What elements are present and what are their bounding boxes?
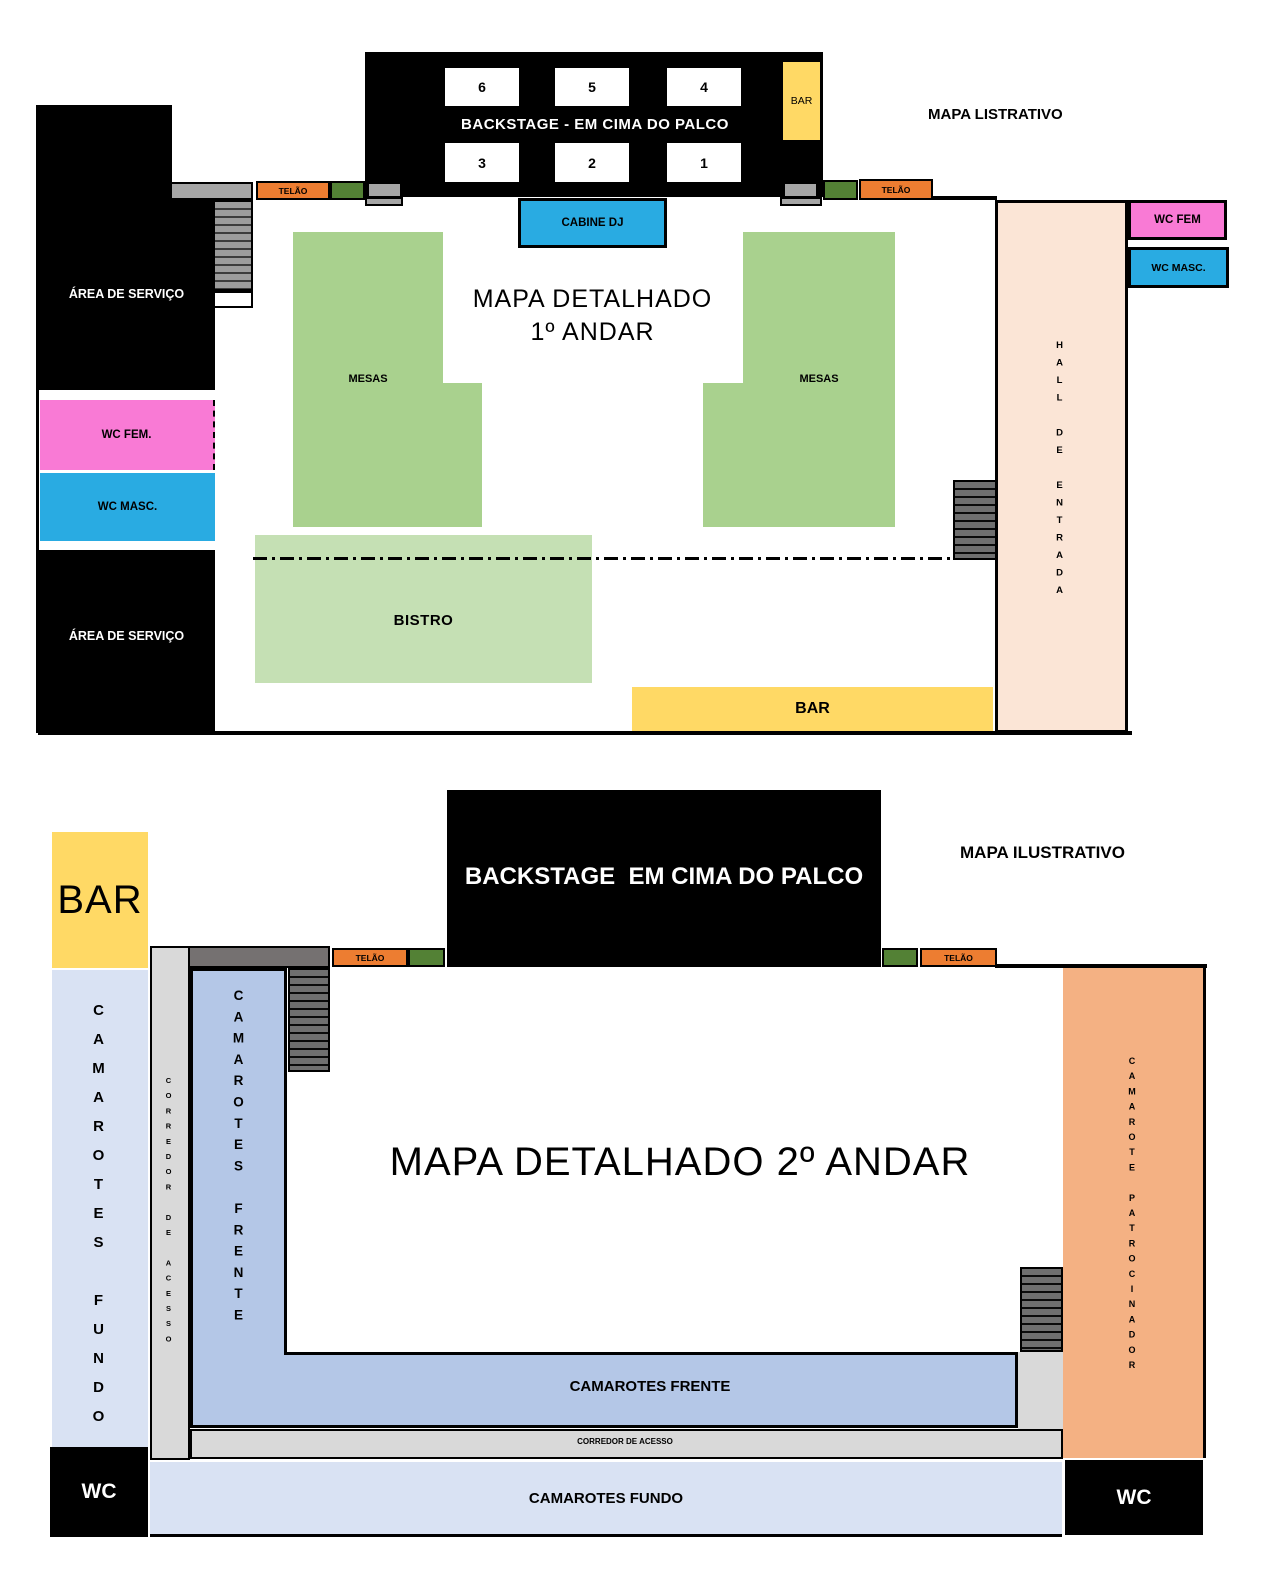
stairs [1020, 1267, 1063, 1352]
divider-line [253, 557, 997, 560]
corredor-band-label: CORREDOR DE ACESSO [577, 1437, 673, 1446]
corredor-acesso-left-label: CORREDOR DE ACESSO [164, 1076, 173, 1350]
map1-title-line2: 1º ANDAR [530, 318, 655, 346]
stage-booth: 2 [555, 143, 629, 182]
bottom-wall [38, 731, 1132, 735]
map2-title: MAPA DETALHADO 2º ANDAR [389, 1140, 971, 1184]
map1-title [430, 283, 755, 349]
telao-left: TELÃO [256, 181, 330, 200]
map1-stage-bar: BAR [783, 62, 820, 140]
stage-platform [188, 946, 330, 968]
stage-step-left-base [365, 197, 403, 206]
camarotes-frente-left-label: CAMAROTES FRENTE [231, 988, 246, 1329]
stage-step-left [367, 182, 402, 198]
wc-right-map2: WC [1065, 1460, 1203, 1535]
mesas-left-label: MESAS [348, 373, 388, 385]
map1-bar: BAR [632, 687, 993, 731]
camarotes-frente-band-join [193, 1352, 284, 1358]
area-servico-top [38, 105, 172, 390]
telao-left-map2: TELÃO [332, 948, 408, 967]
wc-fem-left: WC FEM. [40, 400, 215, 470]
stage-booth: 6 [445, 68, 519, 106]
stage-booth: 4 [667, 68, 741, 106]
stairs [953, 480, 997, 560]
camarotes-frente-band-label: CAMAROTES FRENTE [569, 1378, 731, 1395]
speaker-right-map2 [882, 948, 918, 967]
map1-stage-label: BACKSTAGE - EM CIMA DO PALCO [461, 115, 729, 133]
wc-left-map2: WC [50, 1447, 148, 1537]
map2-stage-label: BACKSTAGE EM CIMA DO PALCO [464, 863, 864, 890]
mesas-right-label: MESAS [799, 373, 839, 385]
stairs-landing [213, 291, 253, 308]
map2-bar: BAR [52, 832, 148, 968]
speaker-left [330, 181, 365, 200]
telao-right-map2: TELÃO [920, 948, 997, 967]
stage-booth: 3 [445, 143, 519, 182]
stage-step-right-base [780, 197, 822, 206]
wall-line [931, 196, 997, 200]
stage-booth: 1 [667, 143, 741, 182]
speaker-left-map2 [408, 948, 445, 967]
mesas-right-step [703, 383, 743, 527]
stage-step-right [783, 182, 818, 198]
telao-right: TELÃO [859, 179, 933, 200]
cabine-dj: CABINE DJ [518, 198, 667, 248]
camarotes-fundo-band-label: CAMAROTES FUNDO [528, 1490, 684, 1507]
bistro-label: BISTRO [393, 612, 454, 629]
camarotes-fundo-left-label: CAMAROTES FUNDO [90, 1002, 107, 1437]
speaker-right [823, 180, 858, 200]
wc-fem-right: WC FEM [1128, 200, 1227, 240]
stairs [288, 968, 330, 1072]
hall-entrada-label: HALL DE ENTRADA [1054, 340, 1065, 603]
camarote-patrocinador-label: CAMAROTE PATROCINADOR [1127, 1056, 1137, 1376]
map1-title-line1: MAPA DETALHADO [472, 285, 713, 313]
area-servico-bottom-label: ÁREA DE SERVIÇO [68, 629, 185, 643]
wc-masc-left: WC MASC. [40, 473, 215, 541]
area-servico-top-label: ÁREA DE SERVIÇO [68, 287, 185, 301]
stairs [213, 200, 253, 291]
map1-corner-label: MAPA LISTRATIVO [928, 106, 1063, 123]
stage-platform-left [170, 182, 253, 200]
stage-booth: 5 [555, 68, 629, 106]
map2-corner-label: MAPA ILUSTRATIVO [960, 843, 1125, 862]
mesas-left-step [443, 383, 482, 527]
wc-masc-right: WC MASC. [1128, 247, 1229, 288]
